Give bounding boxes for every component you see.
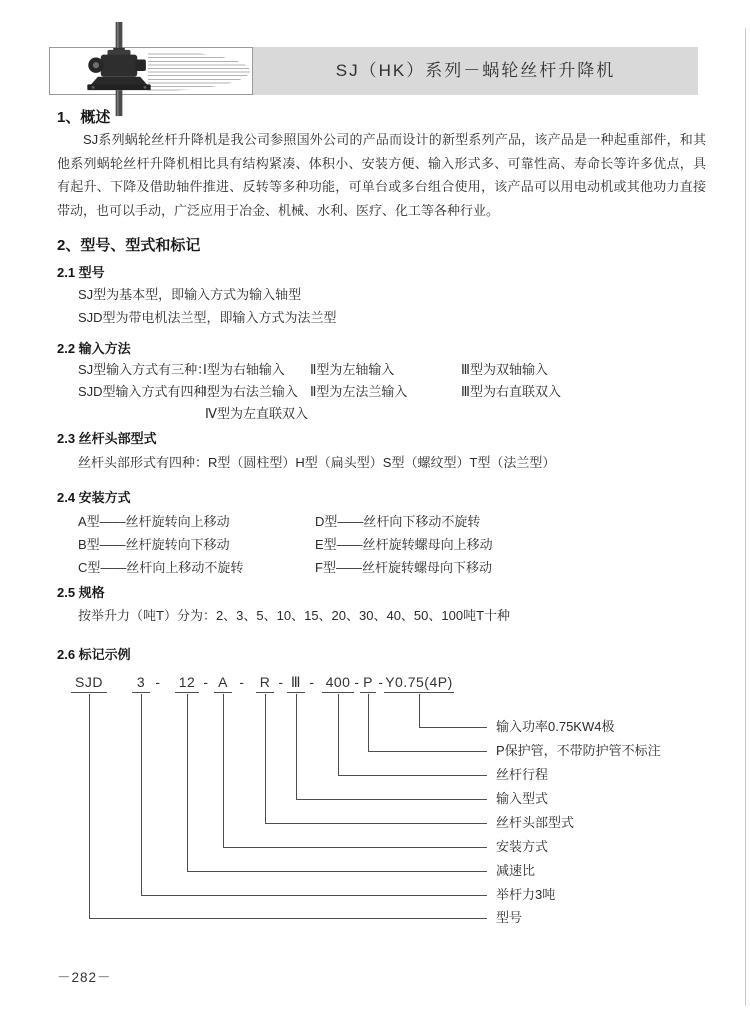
screw-head-line: 丝杆头部形式有四种：R型（圆柱型）H型（扁头型）S型（螺纹型）T型（法兰型）: [78, 455, 556, 470]
marking-label: 丝杆行程: [496, 767, 549, 782]
marking-connector-horizontal: [89, 918, 487, 919]
marking-connector-horizontal: [141, 895, 487, 896]
marking-connector-horizontal: [368, 751, 487, 752]
marking-code-underline: [287, 692, 305, 693]
marking-code-underline: [322, 692, 354, 693]
marking-label: 丝杆头部型式: [496, 815, 575, 830]
mounting-item: F型——丝杆旋转螺母向下移动: [315, 560, 492, 575]
input-row1-item: Ⅱ型为左轴输入: [310, 362, 395, 377]
marking-separator: -: [354, 674, 360, 690]
marking-connector-horizontal: [223, 847, 487, 848]
marking-code-underline: [360, 692, 376, 693]
marking-label: 输入功率0.75KW4极: [496, 719, 615, 734]
page-number: －282－: [57, 970, 112, 985]
marking-label: 型号: [496, 910, 523, 925]
section2-3-heading: 2.3 丝杆头部型式: [57, 431, 157, 446]
mounting-item: A型——丝杆旋转向上移动: [78, 514, 230, 529]
input-row1-label: SJ型输入方式有三种：: [78, 362, 211, 377]
marking-connector-horizontal: [296, 799, 487, 800]
model-line-sj: SJ型为基本型，即输入方式为输入轴型: [78, 287, 302, 302]
marking-code-underline: [132, 692, 150, 693]
marking-code: Y0.75(4P): [385, 674, 453, 690]
marking-separator: -: [378, 674, 384, 690]
marking-code-underline: [256, 692, 274, 693]
marking-code: R: [259, 674, 271, 690]
marking-code-underline: [71, 692, 107, 693]
input-row2-item: Ⅲ型为右直联双入: [461, 384, 561, 399]
marking-code-underline: [175, 692, 199, 693]
marking-code: 12: [178, 674, 196, 690]
section2-2-heading: 2.2 输入方法: [57, 341, 131, 356]
marking-code: SJD: [75, 674, 103, 690]
marking-code-underline: [384, 692, 454, 693]
marking-connector-vertical: [223, 694, 224, 848]
page-title: SJ（HK）系列－蜗轮丝杆升降机: [335, 61, 616, 80]
marking-connector-vertical: [187, 694, 188, 872]
section1-heading: 1、概述: [57, 109, 111, 126]
marking-label: 输入型式: [496, 791, 549, 806]
input-row1-item: Ⅰ型为右轴输入: [203, 362, 285, 377]
marking-separator: -: [155, 674, 161, 690]
marking-label: 安装方式: [496, 839, 549, 854]
marking-connector-vertical: [141, 694, 142, 896]
marking-separator: -: [278, 674, 284, 690]
section2-5-heading: 2.5 规格: [57, 585, 105, 600]
mounting-item: C型——丝杆向上移动不旋转: [78, 560, 244, 575]
marking-connector-vertical: [419, 694, 420, 728]
section2-6-heading: 2.6 标记示例: [57, 647, 131, 662]
marking-code-underline: [214, 692, 232, 693]
marking-label: 减速比: [496, 863, 536, 878]
section2-4-heading: 2.4 安装方式: [57, 490, 131, 505]
marking-code: Ⅲ: [290, 674, 302, 690]
marking-label: 举杆力3吨: [496, 887, 556, 902]
input-row3-item: Ⅳ型为左直联双入: [205, 406, 308, 421]
marking-connector-vertical: [368, 694, 369, 752]
input-row2-label: SJD型输入方式有四种：: [78, 384, 220, 399]
marking-separator: -: [239, 674, 245, 690]
marking-connector-horizontal: [338, 775, 487, 776]
mounting-item: D型——丝杆向下移动不旋转: [315, 514, 481, 529]
marking-connector-vertical: [296, 694, 297, 800]
marking-separator: -: [309, 674, 315, 690]
section2-1-heading: 2.1 型号: [57, 265, 105, 280]
marking-code: 400: [325, 674, 351, 690]
marking-connector-vertical: [89, 694, 90, 919]
input-row2-item: Ⅰ型为右法兰输入: [203, 384, 298, 399]
input-row1-item: Ⅲ型为双轴输入: [461, 362, 548, 377]
marking-connector-vertical: [265, 694, 266, 824]
marking-code: 3: [136, 674, 146, 690]
mounting-item: E型——丝杆旋转螺母向上移动: [315, 537, 493, 552]
overview-paragraph: SJ系列蜗轮丝杆升降机是我公司参照国外公司的产品而设计的新型系列产品，该产品是一种起重部件，和其他系列蜗轮丝杆升降机相比具有结构紧凑、体积小、安装方便、输入形式多、可靠性高、寿命长等许多优点，具有起升、下降及借助轴件推进、反转等多种功能，可单台或多台组合使用，该产品可以用电动机或其他功力直接带动，也可以手动，广泛应用于冶金、机械、水利、医疗、化工等各种行业。: [57, 132, 706, 218]
spec-line: 按举升力（吨T）分为：2、3、5、10、15、20、30、40、50、100吨T十种: [78, 608, 511, 623]
marking-connector-horizontal: [419, 727, 487, 728]
marking-connector-vertical: [338, 694, 339, 776]
marking-connector-horizontal: [187, 871, 487, 872]
input-row2-item: Ⅱ型为左法兰输入: [310, 384, 408, 399]
section2-heading: 2、型号、型式和标记: [57, 237, 201, 254]
model-line-sjd: SJD型为带电机法兰型，即输入方式为法兰型: [78, 310, 337, 325]
marking-connector-horizontal: [265, 823, 487, 824]
marking-code: A: [218, 674, 228, 690]
marking-code: P: [363, 674, 373, 690]
marking-label: P保护管，不带防护管不标注: [496, 743, 661, 758]
marking-separator: -: [203, 674, 209, 690]
mounting-item: B型——丝杆旋转向下移动: [78, 537, 230, 552]
